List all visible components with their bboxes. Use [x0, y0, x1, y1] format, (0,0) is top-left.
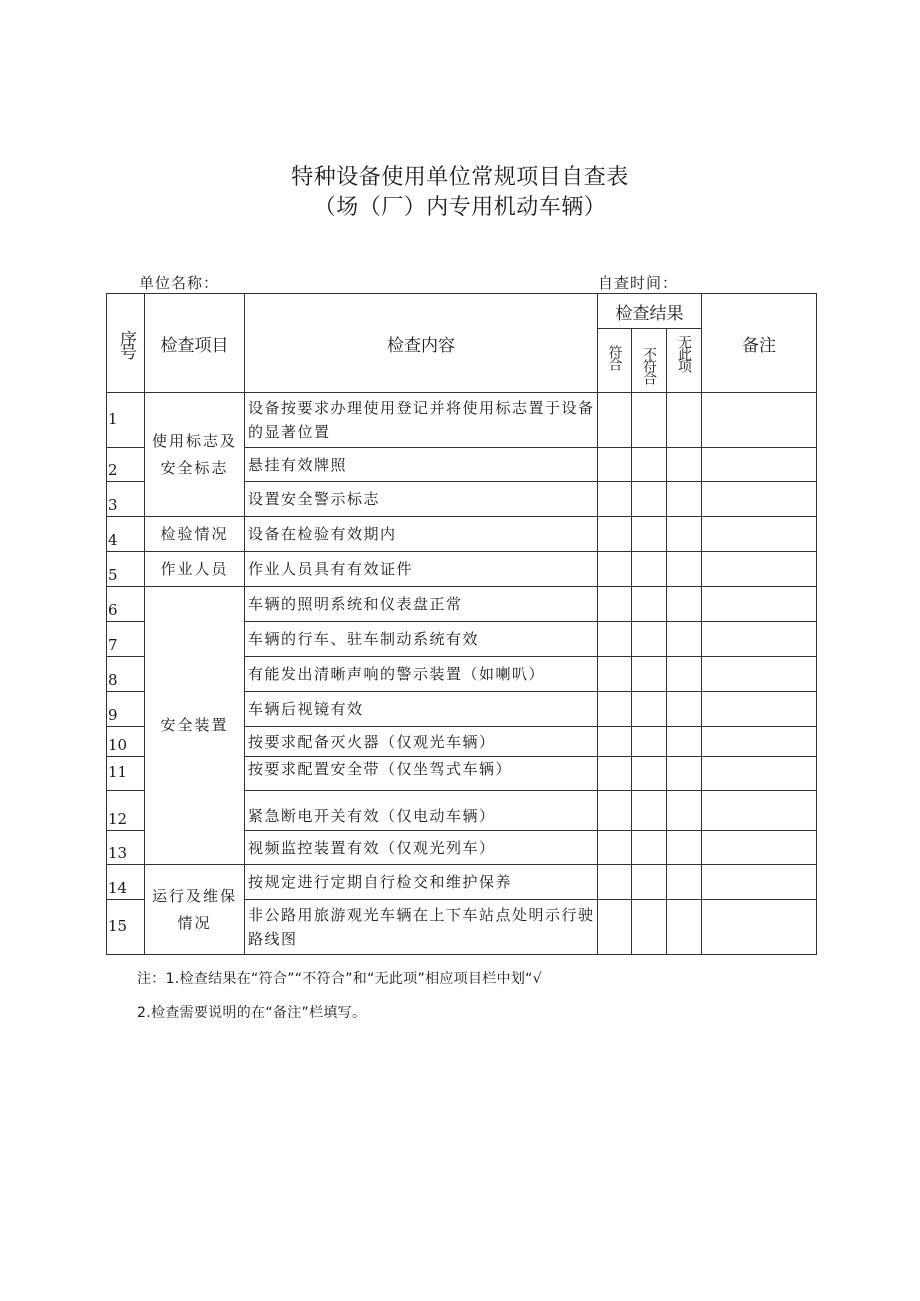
inspection-table	[106, 293, 817, 955]
header-conform: 符合	[598, 329, 632, 393]
na-cell[interactable]	[667, 865, 702, 900]
check-content: 设备在检验有效期内	[245, 517, 598, 552]
conform-cell[interactable]	[598, 622, 632, 657]
row-number: 12	[107, 791, 145, 831]
remark-cell[interactable]	[702, 865, 817, 900]
na-cell[interactable]	[667, 448, 702, 482]
conform-cell[interactable]	[598, 900, 632, 955]
na-cell[interactable]	[667, 552, 702, 587]
check-content: 紧急断电开关有效（仅电动车辆）	[245, 791, 598, 831]
check-content: 按规定进行定期自行检交和维护保养	[245, 865, 598, 900]
footnote-2: 2.检查需要说明的在“备注”栏填写。	[137, 1005, 367, 1021]
check-date-label: 自查时间：	[598, 274, 679, 292]
category-cell: 运行及维保情况	[145, 865, 245, 955]
header-result: 检查结果	[598, 294, 702, 329]
remark-cell[interactable]	[702, 900, 817, 955]
row-number: 2	[107, 448, 145, 482]
footnote-1: 注：1.检查结果在“符合”“不符合”和“无此项”相应项目栏中划“√	[137, 971, 542, 987]
row-number: 5	[107, 552, 145, 587]
remark-cell[interactable]	[702, 692, 817, 727]
row-number: 8	[107, 657, 145, 692]
nonconform-cell[interactable]	[632, 587, 667, 622]
conform-cell[interactable]	[598, 517, 632, 552]
row-number: 7	[107, 622, 145, 657]
check-content: 车辆后视镜有效	[245, 692, 598, 727]
row-number: 1	[107, 393, 145, 448]
conform-cell[interactable]	[598, 757, 632, 791]
category-cell: 使用标志及安全标志	[145, 393, 245, 517]
check-content: 有能发出清晰声响的警示装置（如喇叭）	[245, 657, 598, 692]
header-nonconform: 不符合	[632, 329, 667, 393]
nonconform-cell[interactable]	[632, 831, 667, 865]
table-row	[107, 393, 817, 448]
check-content: 按要求配置安全带（仅坐驾式车辆）	[245, 757, 598, 791]
conform-cell[interactable]	[598, 552, 632, 587]
conform-cell[interactable]	[598, 393, 632, 448]
remark-cell[interactable]	[702, 831, 817, 865]
form-subtitle: （场（厂）内专用机动车辆）	[313, 195, 607, 220]
nonconform-cell[interactable]	[632, 552, 667, 587]
row-number: 11	[107, 757, 145, 791]
header-remark: 备注	[702, 294, 817, 393]
na-cell[interactable]	[667, 831, 702, 865]
check-content: 按要求配备灭火器（仅观光车辆）	[245, 727, 598, 757]
nonconform-cell[interactable]	[632, 865, 667, 900]
nonconform-cell[interactable]	[632, 791, 667, 831]
nonconform-cell[interactable]	[632, 727, 667, 757]
conform-cell[interactable]	[598, 865, 632, 900]
table-row	[107, 865, 817, 900]
category-cell: 作业人员	[145, 552, 245, 587]
header-seq: 序号	[107, 294, 145, 393]
remark-cell[interactable]	[702, 517, 817, 552]
nonconform-cell[interactable]	[632, 393, 667, 448]
nonconform-cell[interactable]	[632, 482, 667, 517]
check-content: 车辆的行车、驻车制动系统有效	[245, 622, 598, 657]
row-number: 15	[107, 900, 145, 955]
na-cell[interactable]	[667, 587, 702, 622]
row-number: 4	[107, 517, 145, 552]
na-cell[interactable]	[667, 900, 702, 955]
nonconform-cell[interactable]	[632, 692, 667, 727]
na-cell[interactable]	[667, 622, 702, 657]
remark-cell[interactable]	[702, 552, 817, 587]
remark-cell[interactable]	[702, 622, 817, 657]
na-cell[interactable]	[667, 727, 702, 757]
table-row	[107, 552, 817, 587]
na-cell[interactable]	[667, 657, 702, 692]
check-content: 作业人员具有有效证件	[245, 552, 598, 587]
remark-cell[interactable]	[702, 587, 817, 622]
check-content: 悬挂有效牌照	[245, 448, 598, 482]
remark-cell[interactable]	[702, 482, 817, 517]
row-number: 10	[107, 727, 145, 757]
nonconform-cell[interactable]	[632, 757, 667, 791]
row-number: 9	[107, 692, 145, 727]
remark-cell[interactable]	[702, 791, 817, 831]
header-content: 检查内容	[245, 294, 598, 393]
table-row	[107, 587, 817, 622]
form-title: 特种设备使用单位常规项目自查表	[291, 165, 629, 190]
check-content: 设备按要求办理使用登记并将使用标志置于设备的显著位置	[245, 393, 598, 448]
header-item: 检查项目	[145, 294, 245, 393]
conform-cell[interactable]	[598, 831, 632, 865]
nonconform-cell[interactable]	[632, 622, 667, 657]
conform-cell[interactable]	[598, 791, 632, 831]
nonconform-cell[interactable]	[632, 517, 667, 552]
nonconform-cell[interactable]	[632, 448, 667, 482]
row-number: 3	[107, 482, 145, 517]
conform-cell[interactable]	[598, 692, 632, 727]
conform-cell[interactable]	[598, 657, 632, 692]
category-cell: 检验情况	[145, 517, 245, 552]
row-number: 14	[107, 865, 145, 900]
check-content: 视频监控装置有效（仅观光列车）	[245, 831, 598, 865]
check-content: 车辆的照明系统和仪表盘正常	[245, 587, 598, 622]
na-cell[interactable]	[667, 517, 702, 552]
conform-cell[interactable]	[598, 482, 632, 517]
remark-cell[interactable]	[702, 448, 817, 482]
category-cell: 安全装置	[145, 587, 245, 865]
remark-cell[interactable]	[702, 757, 817, 791]
remark-cell[interactable]	[702, 657, 817, 692]
remark-cell[interactable]	[702, 393, 817, 448]
nonconform-cell[interactable]	[632, 657, 667, 692]
table-row	[107, 517, 817, 552]
conform-cell[interactable]	[598, 448, 632, 482]
nonconform-cell[interactable]	[632, 900, 667, 955]
header-na: 无此项	[667, 329, 702, 393]
na-cell[interactable]	[667, 791, 702, 831]
row-number: 13	[107, 831, 145, 865]
check-content: 设置安全警示标志	[245, 482, 598, 517]
unit-name-label: 单位名称：	[139, 274, 220, 292]
na-cell[interactable]	[667, 692, 702, 727]
row-number: 6	[107, 587, 145, 622]
na-cell[interactable]	[667, 393, 702, 448]
na-cell[interactable]	[667, 482, 702, 517]
na-cell[interactable]	[667, 757, 702, 791]
conform-cell[interactable]	[598, 727, 632, 757]
check-content: 非公路用旅游观光车辆在上下车站点处明示行驶路线图	[245, 900, 598, 955]
remark-cell[interactable]	[702, 727, 817, 757]
conform-cell[interactable]	[598, 587, 632, 622]
table-header-row	[107, 294, 817, 329]
